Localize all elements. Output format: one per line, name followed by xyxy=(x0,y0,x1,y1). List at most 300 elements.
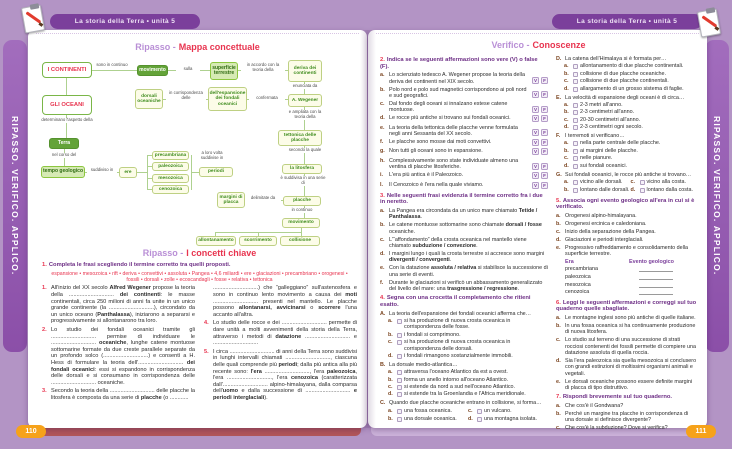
vf-group xyxy=(532,148,548,155)
item-text: Il Cenozoico è l'era nella quale viviamo. xyxy=(389,181,484,188)
sidebar-tab-right xyxy=(705,40,729,352)
true-false-item xyxy=(380,125,548,138)
exercise-heading-text: Segna con una crocetta il completamento che ritieni esatto. xyxy=(380,295,531,308)
item-text[interactable]: La Pangea era circondata da un unico mare chiamato Tetide / Panthalassa. xyxy=(389,207,538,221)
f-checkbox[interactable]: F xyxy=(541,182,548,189)
map-edge-label: e ampliata con la teoria della xyxy=(284,110,326,120)
map-node-collisione: collisione xyxy=(280,236,320,246)
f-checkbox[interactable]: F xyxy=(541,115,548,122)
statement-item xyxy=(556,315,697,321)
answer-checkbox[interactable] xyxy=(397,409,402,414)
col-era: Era xyxy=(565,259,574,266)
mc-option xyxy=(388,384,548,390)
exercise-number: 3. xyxy=(380,192,385,199)
item-text[interactable]: Lo studio delle rocce e dei ............................. permette di dare unità a molti avvenimenti della storia della Terra, attraverso i metodi di datazione ............................. e ............................. xyxy=(213,320,357,347)
map-edge-label: suddiviso in xyxy=(87,168,117,173)
answer-blank[interactable] xyxy=(639,289,673,295)
match-item xyxy=(556,229,697,235)
statement-item xyxy=(556,337,697,356)
true-false-item xyxy=(380,139,548,147)
mc-option-row xyxy=(388,416,548,423)
page-number-right: 111 xyxy=(686,425,716,438)
item-text: Le montagne inglesi sono più antiche di quelle italiane. xyxy=(565,315,696,321)
page-title xyxy=(28,42,367,53)
answer-checkbox[interactable] xyxy=(397,319,402,324)
era-name: mesozoica xyxy=(565,281,591,288)
item-letter: a. xyxy=(380,207,385,214)
item-text[interactable]: Le catene montuose sottomarine sono chiamate dorsali / fosse oceaniche. xyxy=(389,222,542,235)
option-letter: a. xyxy=(564,140,569,147)
exercise-heading-text: Nelle seguenti frasi evidenzia il termine corretto fra i due in neretto. xyxy=(380,192,543,206)
option-letter: d. xyxy=(388,352,393,359)
map-node-movimento: movimento xyxy=(137,65,168,76)
question-text: Quando due placche oceaniche entrano in collisione, si forma… xyxy=(389,400,542,407)
chapter-header-left xyxy=(50,14,200,29)
exercise-7-heading xyxy=(556,394,697,401)
f-checkbox[interactable]: F xyxy=(541,129,548,136)
exercise-1-heading xyxy=(42,262,357,269)
left-page xyxy=(28,30,367,428)
item-text[interactable]: L'“affondamento” della crosta oceanica nel mantello viene chiamato subduzione / convezione. xyxy=(389,236,527,249)
title-mappa: Mappa concettuale xyxy=(178,42,260,52)
question-text: La teoria dell'espansione dei fondali oceanici afferma che… xyxy=(389,310,532,317)
answer-checkbox[interactable] xyxy=(573,180,578,185)
answer-checkbox[interactable] xyxy=(477,409,482,414)
question-letter: C. xyxy=(380,400,386,407)
option-letter: b. xyxy=(564,147,569,154)
answer-checkbox[interactable] xyxy=(573,164,578,169)
chapter-header-right xyxy=(552,14,702,29)
question-letter: E. xyxy=(556,94,562,101)
vf-group xyxy=(532,139,548,146)
true-false-item xyxy=(380,148,548,156)
f-checkbox[interactable]: F xyxy=(541,139,548,146)
map-node-tettonica-placche: tettonica delle placche xyxy=(278,130,322,146)
item-letter: e. xyxy=(556,244,561,251)
map-node-era-precambriana: precambriana xyxy=(152,151,189,160)
exercise-5-heading xyxy=(556,198,697,211)
item-text[interactable]: I circa ............................. di anni della Terra sono suddivisi in lunghi intervalli chiamati ............................., ciascuna delle quali comprende più periodi; dalla più antica alla più recente sono: l'era ............................., l'era paleozoica, l'era ............................., l'era cenozoica (caratterizzata dall'............................. alpino-himalayana, dalla comparsa dell'uomo e dalla successione di ............................. e periodi interglaciali). xyxy=(213,348,357,401)
option-letter: b. xyxy=(388,331,393,338)
mc-option xyxy=(388,369,548,375)
era-event-table xyxy=(565,259,697,296)
option-letter: b. xyxy=(388,376,393,383)
mc-option xyxy=(388,377,548,383)
map-node-periodi: periodi xyxy=(199,167,233,177)
option-letter: a. xyxy=(564,179,569,185)
option-letter: a. xyxy=(564,63,569,70)
answer-checkbox[interactable] xyxy=(573,72,578,77)
column-left xyxy=(42,285,195,403)
true-false-item xyxy=(380,101,548,114)
item-letter: c. xyxy=(380,236,385,243)
option-text: i fondali rimangono sostanzialmente immobili. xyxy=(404,352,513,359)
choice-item xyxy=(380,280,548,293)
item-text[interactable]: .............................) che “galleggiano” sull'astenosfera e sono in continuo lento movimento a causa dei moti ............................. presenti nel mantello. Le placche possono allontanarsi, avvicinarsi o scorrere l'una accanto all'altra. xyxy=(213,285,357,318)
item-text: Le dorsali oceaniche possono essere definite margini di placca di tipo distruttivo. xyxy=(565,378,693,392)
item-text: Orogenesi ercinica e caledoniana. xyxy=(565,220,647,227)
answer-checkbox[interactable] xyxy=(573,110,578,115)
map-node-superficie-terrestre: superficie terrestre xyxy=(210,62,238,80)
answer-checkbox[interactable] xyxy=(397,392,402,397)
option-text: nelle pianure. xyxy=(580,155,613,162)
item-letter: a. xyxy=(380,72,385,79)
connector-line xyxy=(92,70,137,71)
option-text: lontano dalla costa. xyxy=(646,187,693,194)
item-number: 5. xyxy=(204,348,209,355)
map-edge-label: determinano l'aspetto della xyxy=(41,117,93,122)
title-conoscenze: Conoscenze xyxy=(532,40,586,50)
question-letter: D. xyxy=(556,56,562,62)
exercise-number: 2. xyxy=(380,57,385,63)
question-letter: B. xyxy=(380,361,386,368)
f-checkbox[interactable]: F xyxy=(541,163,548,170)
option-letter: d. xyxy=(564,162,569,169)
map-edge-label: in corrispondenza delle xyxy=(166,91,206,101)
v-checkbox[interactable]: V xyxy=(533,173,538,179)
map-node-dorsali-oceaniche: dorsali oceaniche xyxy=(135,89,163,109)
item-letter: b. xyxy=(556,322,561,329)
answer-checkbox[interactable] xyxy=(397,417,402,422)
map-edge-label: nel corso del xyxy=(39,153,89,158)
answer-checkbox[interactable] xyxy=(640,188,645,193)
item-text: Complessivamente sono state individuate almeno una ventina di placche litosferiche. xyxy=(389,157,519,171)
mc-option xyxy=(564,102,697,108)
col-evento: Evento geologico xyxy=(629,259,674,266)
item-text[interactable]: Con la datazione assoluta / relativa si stabilisce la successione di una serie di eventi. xyxy=(389,265,548,278)
item-letter: b. xyxy=(556,410,561,417)
vf-group xyxy=(532,106,548,113)
option-letter: a. xyxy=(388,407,393,414)
item-letter: c. xyxy=(380,100,385,107)
vf-group xyxy=(532,129,548,136)
mc-option-row xyxy=(388,408,548,415)
question-letter: G. xyxy=(556,171,562,178)
map-node-espansione-fondali: dell'espansione dei fondali oceanici xyxy=(208,87,247,111)
exercise-1-columns xyxy=(42,285,357,403)
exercise-heading-text: Completa le frasi scegliendo il termine corretto tra quelli proposti. xyxy=(48,262,231,268)
option-letter: c. xyxy=(388,384,393,391)
map-edge-label: confermata xyxy=(249,96,285,101)
concetti-chiave-section xyxy=(42,248,357,404)
map-node-litosfera: la litosfera xyxy=(282,164,322,174)
column-left xyxy=(380,54,548,433)
item-text: Polo nord e polo sud magnetici corrispondono ai poli nord e sud geografici. xyxy=(389,86,527,99)
mc-option xyxy=(564,78,697,84)
option-letter: d. xyxy=(388,391,393,398)
connector-line xyxy=(301,228,302,236)
option-letter: b. xyxy=(564,70,569,77)
map-edge-label: a loro volta suddivise in xyxy=(195,151,229,161)
answer-blank[interactable] xyxy=(639,266,673,272)
fill-item xyxy=(204,349,357,402)
item-text[interactable]: All'inizio del XX secolo Alfred Wegener propose la teoria della ............................. dei continenti: le masse continentali, circa 250 milioni di anni fa unite in un unico grande continente (la .............................), circondato da un unico oceano (Panthalassa), iniziarono a separarsi e progressivamente si allontanarono tra loro. xyxy=(51,285,196,325)
mc-question-A xyxy=(380,311,548,360)
exercise-number: 4. xyxy=(380,295,385,302)
item-letter: h. xyxy=(380,157,385,164)
connector-line xyxy=(147,155,148,190)
connector-line xyxy=(66,78,67,95)
exercise-heading-text: Indica se le seguenti affermazioni sono vere (V) o false (F). xyxy=(380,57,538,70)
option-letter: a. xyxy=(388,317,393,324)
item-text: Non tutti gli oceani sono in espansione. xyxy=(389,148,483,155)
era-name: cenozoica xyxy=(565,289,590,296)
option-letter: c. xyxy=(564,155,569,162)
v-checkbox[interactable]: V xyxy=(533,116,538,122)
true-false-item xyxy=(380,87,548,100)
item-letter: b. xyxy=(556,220,561,227)
map-node-scorrimento: scorrimento xyxy=(239,236,277,246)
item-number xyxy=(204,285,213,318)
page-number-left: 110 xyxy=(16,425,46,438)
answer-blank[interactable] xyxy=(639,274,673,280)
answer-checkbox[interactable] xyxy=(573,125,578,130)
exercise-number: 5. xyxy=(556,197,561,204)
title-verifico: Verifico - xyxy=(491,40,530,50)
option-text: si estende da nord a sud nell'oceano Atlantico. xyxy=(404,384,516,391)
mc-option xyxy=(564,71,697,77)
option-text: nella parte centrale delle placche. xyxy=(580,140,661,147)
choice-item xyxy=(380,251,548,264)
statement-item xyxy=(556,358,697,377)
v-checkbox[interactable]: V xyxy=(533,149,538,155)
item-letter: l. xyxy=(380,181,383,188)
option-text: collisione di due placche continentali. xyxy=(580,78,669,85)
answer-checkbox[interactable] xyxy=(573,188,578,193)
option-text: attraversa l'oceano Atlantico da est a ovest. xyxy=(404,369,508,376)
item-letter: c. xyxy=(556,425,561,432)
mc-option xyxy=(468,408,548,414)
item-text: Inizio della separazione della Pangea. xyxy=(565,228,656,235)
option-text: collisione di due placche oceaniche. xyxy=(580,70,667,77)
question-text: Sui fondali oceanici, le rocce più antiche si trovano… xyxy=(565,171,692,178)
option-text: 2-3 metri all'anno. xyxy=(580,101,623,108)
v-checkbox[interactable]: V xyxy=(533,130,538,136)
item-text: Lo studio sul terreno di una successione di strati rocciosi contenenti dei fossili permette di compiere una datazione assoluta di quella roccia. xyxy=(565,337,696,357)
option-text: si ha produzione di nuova crosta oceanica in corrispondenza delle fosse. xyxy=(404,317,511,331)
notepad-pencil-icon xyxy=(696,7,724,39)
fill-item xyxy=(42,285,195,325)
section-title xyxy=(42,248,357,259)
mc-option xyxy=(564,187,631,193)
map-edge-label: sono in continuo xyxy=(94,63,130,68)
vf-group xyxy=(532,182,548,189)
table-row xyxy=(565,282,697,290)
vf-group xyxy=(532,91,548,98)
item-letter: d. xyxy=(556,236,561,243)
option-letter: c. xyxy=(388,339,393,346)
map-edge-label: sulla xyxy=(176,67,200,72)
mc-option-row xyxy=(564,179,697,186)
option-text: i fondali si comprimono. xyxy=(404,331,461,338)
choice-item xyxy=(380,222,548,235)
table-row xyxy=(565,289,697,297)
question-letter: A. xyxy=(380,310,386,317)
word-bank: espansione • mesozoica • rift • deriva • convettivi • assoluta • Pangea • 4,6 miliardi • ere • glaciazioni • precambriano • orogenesi • fossili • dorsali • zolle • ecoscandagli • fosse • relativa • tettonica xyxy=(51,270,348,283)
choice-item xyxy=(380,208,548,221)
option-letter: d. xyxy=(630,187,636,194)
era-name: paleozoica xyxy=(565,274,591,281)
choice-item xyxy=(380,237,548,250)
f-checkbox[interactable]: F xyxy=(541,91,548,98)
mc-option xyxy=(388,332,548,338)
question-item xyxy=(556,403,697,409)
item-number: 4. xyxy=(204,320,209,327)
option-text: una fossa oceanica. xyxy=(404,407,452,414)
item-text: Dal fondo degli oceani si innalzano estese catene montuose. xyxy=(389,100,508,114)
option-text: ai margini delle placche. xyxy=(580,147,638,154)
question-item xyxy=(556,425,697,431)
v-checkbox[interactable]: V xyxy=(533,106,538,112)
fill-item xyxy=(42,388,195,401)
notepad-pencil-icon xyxy=(20,3,48,35)
item-letter: e. xyxy=(556,378,561,385)
exercise-6-heading xyxy=(556,300,697,313)
option-letter: c. xyxy=(468,407,473,414)
item-text[interactable]: Secondo la teoria della ............................. delle placche la litosfera è composta da una serie di placche (o ............ xyxy=(51,388,195,401)
column-right xyxy=(204,285,357,403)
option-text: 2-3 centimetri ogni secolo. xyxy=(580,124,643,131)
answer-blank[interactable] xyxy=(639,282,673,288)
map-node-deriva-continenti: deriva dei continenti xyxy=(288,60,322,82)
option-text: si ha produzione di nuova crosta oceanica in corrispondenza delle dorsali. xyxy=(404,339,511,352)
exercise-number: 1. xyxy=(42,262,47,268)
map-node-continenti: I CONTINENTI xyxy=(42,62,92,78)
choice-item xyxy=(380,265,548,278)
map-node-era-cenozoica: cenozoica xyxy=(152,185,189,194)
mc-option xyxy=(564,86,697,92)
map-node-allontanamento: allontanamento xyxy=(196,236,236,246)
option-text: vicino alle dorsali. xyxy=(580,179,623,185)
answer-checkbox[interactable] xyxy=(573,87,578,92)
f-checkbox[interactable]: F xyxy=(541,77,548,84)
true-false-item xyxy=(380,182,548,190)
item-letter: e. xyxy=(380,265,385,272)
match-item xyxy=(556,221,697,227)
map-node-margini-placca: margini di placca xyxy=(217,192,245,208)
answer-checkbox[interactable] xyxy=(573,64,578,69)
answer-checkbox[interactable] xyxy=(397,340,402,345)
v-checkbox[interactable]: V xyxy=(533,139,538,145)
answer-checkbox[interactable] xyxy=(397,378,402,383)
answer-checkbox[interactable] xyxy=(477,417,482,422)
item-text: Che cos'è la subduzione? Dove si verifica? xyxy=(565,425,668,432)
item-text[interactable]: Durante le glaciazioni si verificò un abbassamento generalizzato del livello del mare: una trasgressione / regressione. xyxy=(389,279,543,292)
table-row xyxy=(565,274,697,282)
f-checkbox[interactable]: F xyxy=(541,106,548,113)
item-letter: a. xyxy=(556,315,561,321)
option-letter: c. xyxy=(564,78,569,85)
f-checkbox[interactable]: F xyxy=(541,148,548,155)
item-text: Sia l'era paleozoica sia quella mesozoica si conclusero con grandi estinzioni di moltissimi organismi animali e vegetali. xyxy=(565,357,697,377)
answer-checkbox[interactable] xyxy=(640,180,645,185)
mc-option xyxy=(564,179,631,185)
answer-checkbox[interactable] xyxy=(397,354,402,359)
map-node-era-mesozoica: mesozoica xyxy=(152,174,189,183)
fill-item xyxy=(204,320,357,346)
mc-question-C xyxy=(380,400,548,423)
mc-option xyxy=(564,155,697,161)
option-text: lontano dalle dorsali. xyxy=(580,187,630,194)
item-letter: d. xyxy=(380,115,385,122)
v-checkbox[interactable]: V xyxy=(533,163,538,169)
answer-checkbox[interactable] xyxy=(573,141,578,146)
title-ripasso: Ripasso - xyxy=(135,42,176,52)
item-letter: g. xyxy=(380,148,385,155)
mc-option xyxy=(388,416,468,422)
true-false-item xyxy=(380,115,548,123)
map-edge-label: secondo la quale xyxy=(288,147,322,152)
v-checkbox[interactable]: V xyxy=(533,78,538,83)
sidebar-tab-left xyxy=(3,40,27,352)
mc-option xyxy=(388,339,548,352)
true-false-item xyxy=(380,172,548,180)
exercise-number: 6. xyxy=(556,299,561,306)
item-text: L'era più antica è il Paleozoico. xyxy=(389,172,464,179)
item-text: Le rocce più antiche si trovano sui fondali oceanici. xyxy=(389,115,511,122)
f-checkbox[interactable]: F xyxy=(541,172,548,179)
fill-item xyxy=(204,285,357,318)
answer-checkbox[interactable] xyxy=(573,149,578,154)
mc-question-G xyxy=(556,172,697,195)
item-text: Glaciazioni e periodi interglaciali. xyxy=(565,236,644,243)
exercise-3-heading xyxy=(380,193,548,206)
question-item xyxy=(556,411,697,424)
match-item xyxy=(556,213,697,219)
mc-option xyxy=(564,140,697,146)
fill-item xyxy=(42,327,195,386)
exercise-number: 7. xyxy=(556,394,561,401)
item-letter: b. xyxy=(380,86,385,93)
map-node-movimento-2: movimento xyxy=(282,218,320,228)
answer-checkbox[interactable] xyxy=(397,333,402,338)
match-item xyxy=(556,245,697,258)
mc-question-E xyxy=(556,95,697,131)
item-letter: f. xyxy=(380,279,384,286)
exercise-heading-text: Rispondi brevemente sul tuo quaderno. xyxy=(562,394,673,401)
item-letter: c. xyxy=(556,337,561,344)
answer-checkbox[interactable] xyxy=(573,79,578,84)
mc-option xyxy=(388,353,548,359)
option-letter: b. xyxy=(564,109,569,116)
verifico-section xyxy=(380,40,697,433)
option-letter: c. xyxy=(630,179,635,185)
item-letter: a. xyxy=(556,213,561,219)
map-node-oceani: GLI OCEANI xyxy=(42,95,92,115)
option-text: un vulcano. xyxy=(484,407,512,414)
answer-checkbox[interactable] xyxy=(397,385,402,390)
mc-option xyxy=(468,416,548,422)
v-checkbox[interactable]: V xyxy=(533,92,538,98)
map-edge-label: in accordo con la teoria della xyxy=(241,63,285,73)
page-title xyxy=(380,40,697,51)
question-text: La catena dell'Himalaya si è formata per… xyxy=(565,56,667,62)
answer-checkbox[interactable] xyxy=(573,156,578,161)
item-text[interactable]: Lo studio dei fondali oceanici tramite gli ............................. permise di individuare le ............................. oceaniche, lunghe catene montuose sottomarine formate da due creste parallele separate da un profondo solco (.............................) e consentì a H. Hess di formulare la teoria dell'............................. dei fondali oceanici: essi si espandono in corrispondenza delle dorsali e si consumano in corrispondenza delle ............................. oceaniche. xyxy=(51,326,195,386)
exercise-2-heading xyxy=(380,57,548,70)
map-edge-label: in continuo xyxy=(285,208,319,213)
match-item xyxy=(556,237,697,243)
option-text: allontanamento di due placche continentali. xyxy=(580,63,684,70)
item-text[interactable]: I margini lungo i quali la crosta terrestre si accresce sono margini divergenti / convergenti. xyxy=(389,250,545,264)
answer-checkbox[interactable] xyxy=(573,118,578,123)
option-letter: d. xyxy=(564,124,569,131)
v-checkbox[interactable]: V xyxy=(533,182,538,188)
vf-group xyxy=(532,77,548,84)
answer-checkbox[interactable] xyxy=(573,103,578,108)
answer-checkbox[interactable] xyxy=(397,370,402,375)
option-text: vicino alla costa. xyxy=(646,179,687,185)
